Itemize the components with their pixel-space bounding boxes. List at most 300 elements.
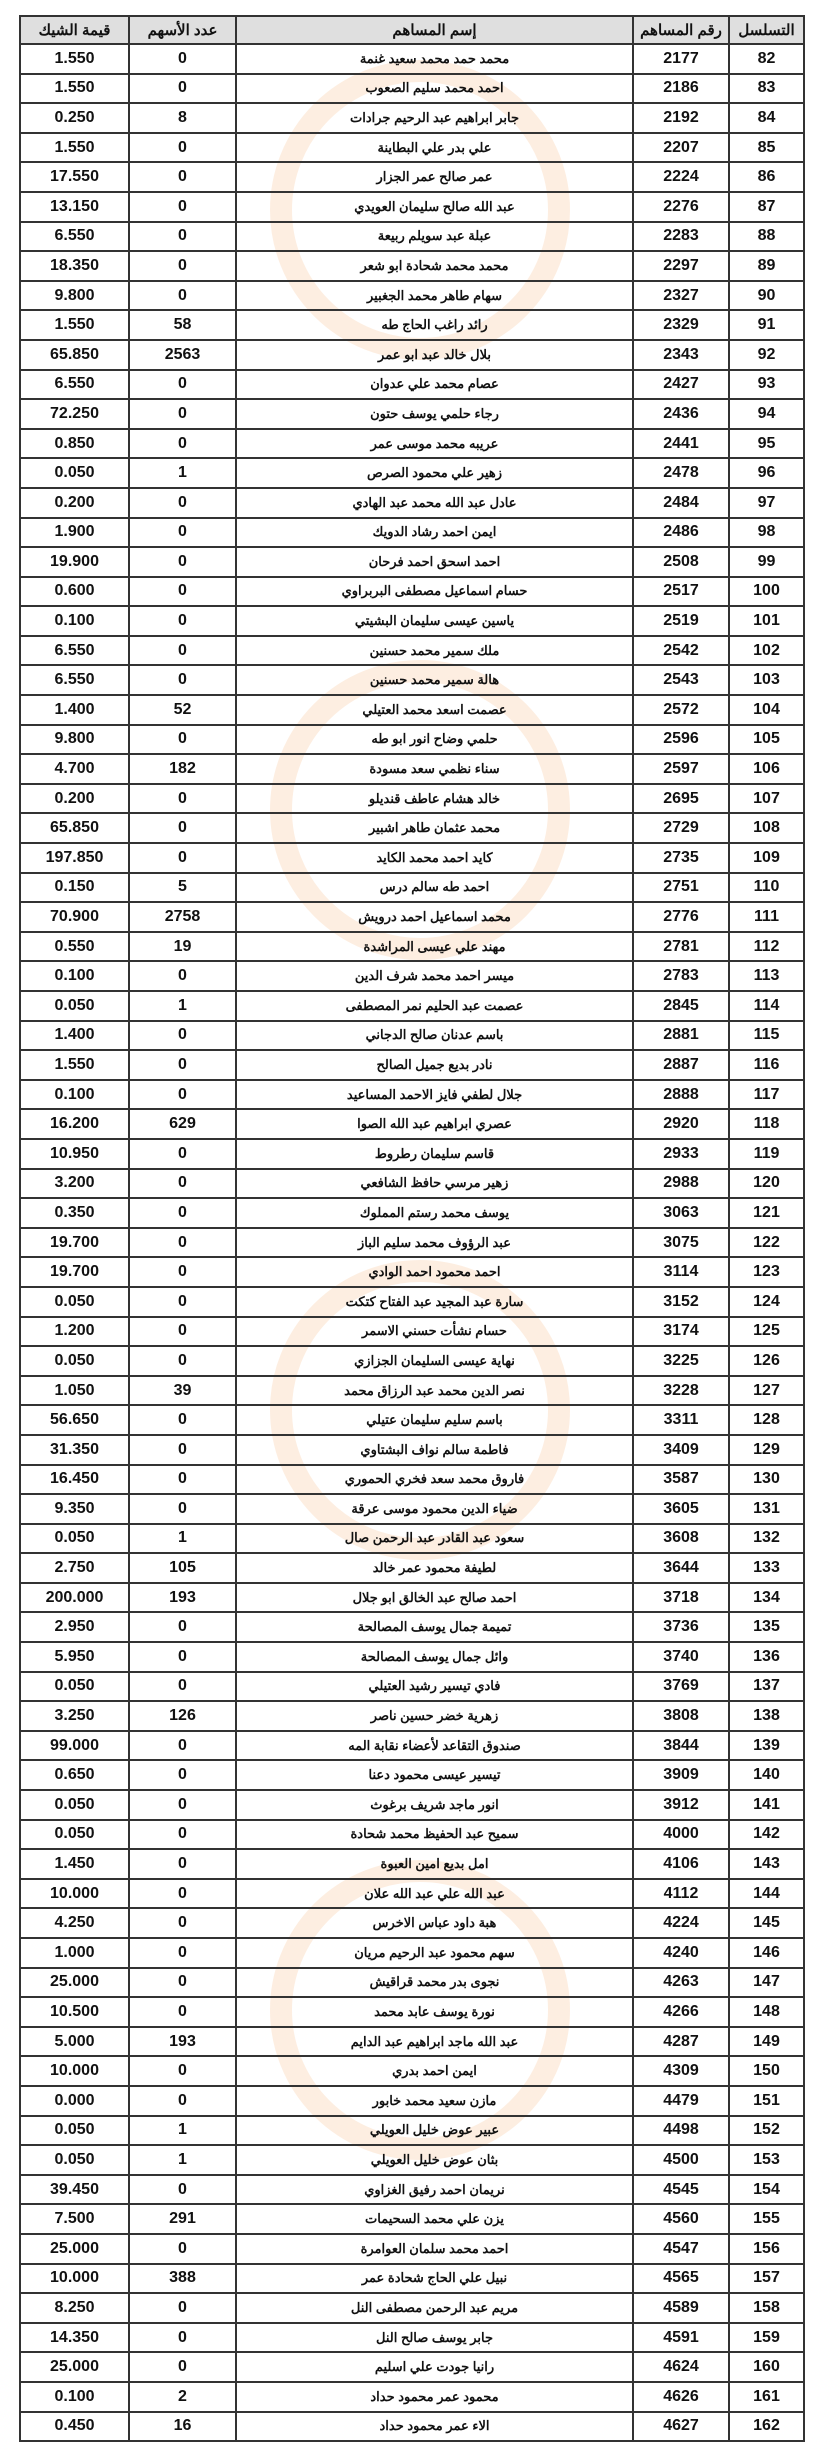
cell-check-value: 16.200 xyxy=(20,1109,129,1139)
cell-shareholder-name: ايمن احمد رشاد الدويك xyxy=(236,518,633,548)
cell-shareholder-name: محمود عمر محمود حداد xyxy=(236,2382,633,2412)
cell-shareholder-name: محمد حمد محمد سعيد غنمة xyxy=(236,44,633,74)
cell-serial: 115 xyxy=(729,1021,804,1051)
cell-shareholder-number: 4626 xyxy=(633,2382,729,2412)
cell-check-value: 16.450 xyxy=(20,1465,129,1495)
cell-share-count: 0 xyxy=(129,665,236,695)
cell-shareholder-number: 4112 xyxy=(633,1879,729,1909)
cell-shareholder-name: عبد الله علي عبد الله علان xyxy=(236,1879,633,1909)
cell-shareholder-number: 2436 xyxy=(633,399,729,429)
cell-shareholder-name: زهير علي محمود الصرص xyxy=(236,458,633,488)
cell-shareholder-name: رانيا جودت علي اسليم xyxy=(236,2352,633,2382)
cell-shareholder-name: رجاء حلمي يوسف حتون xyxy=(236,399,633,429)
cell-share-count: 0 xyxy=(129,192,236,222)
cell-shareholder-name: باسم سليم سليمان عتيلي xyxy=(236,1405,633,1435)
cell-check-value: 1.050 xyxy=(20,1376,129,1406)
cell-shareholder-number: 4565 xyxy=(633,2264,729,2294)
table-row xyxy=(20,162,804,192)
cell-serial: 159 xyxy=(729,2323,804,2353)
cell-check-value: 7.500 xyxy=(20,2204,129,2234)
cell-shareholder-number: 2695 xyxy=(633,784,729,814)
cell-shareholder-name: عريبه محمد موسى عمر xyxy=(236,429,633,459)
cell-shareholder-number: 2597 xyxy=(633,754,729,784)
cell-shareholder-number: 2729 xyxy=(633,813,729,843)
cell-serial: 106 xyxy=(729,754,804,784)
cell-shareholder-number: 2543 xyxy=(633,665,729,695)
cell-share-count: 0 xyxy=(129,2352,236,2382)
table-row xyxy=(20,813,804,843)
table-row xyxy=(20,577,804,607)
cell-share-count: 0 xyxy=(129,1938,236,1968)
cell-serial: 147 xyxy=(729,1968,804,1998)
cell-shareholder-name: سناء نظمي سعد مسودة xyxy=(236,754,633,784)
cell-check-value: 1.400 xyxy=(20,1021,129,1051)
table-row xyxy=(20,44,804,74)
cell-share-count: 0 xyxy=(129,1228,236,1258)
table-row xyxy=(20,1672,804,1702)
header-share-count: عدد الأسهم xyxy=(129,16,236,44)
cell-shareholder-name: عادل عبد الله محمد عبد الهادي xyxy=(236,488,633,518)
cell-serial: 113 xyxy=(729,961,804,991)
cell-share-count: 1 xyxy=(129,2145,236,2175)
cell-serial: 135 xyxy=(729,1612,804,1642)
cell-check-value: 4.250 xyxy=(20,1908,129,1938)
cell-shareholder-number: 3063 xyxy=(633,1198,729,1228)
cell-serial: 109 xyxy=(729,843,804,873)
cell-share-count: 0 xyxy=(129,961,236,991)
cell-shareholder-name: عمر صالح عمر الجزار xyxy=(236,162,633,192)
table-header-row xyxy=(20,16,804,44)
cell-shareholder-name: امل بديع امين العبوة xyxy=(236,1849,633,1879)
cell-share-count: 0 xyxy=(129,1169,236,1199)
cell-shareholder-name: نادر بديع جميل الصالح xyxy=(236,1050,633,1080)
cell-check-value: 10.500 xyxy=(20,1997,129,2027)
cell-check-value: 1.550 xyxy=(20,1050,129,1080)
cell-serial: 105 xyxy=(729,725,804,755)
cell-shareholder-name: حسام نشأت حسني الاسمر xyxy=(236,1317,633,1347)
cell-shareholder-name: ميسر احمد محمد شرف الدين xyxy=(236,961,633,991)
cell-share-count: 2758 xyxy=(129,902,236,932)
table-row xyxy=(20,1376,804,1406)
cell-check-value: 0.050 xyxy=(20,1524,129,1554)
table-row xyxy=(20,2086,804,2116)
cell-shareholder-number: 2441 xyxy=(633,429,729,459)
cell-share-count: 182 xyxy=(129,754,236,784)
cell-shareholder-name: سعود عبد القادر عبد الرحمن صال xyxy=(236,1524,633,1554)
cell-shareholder-number: 3844 xyxy=(633,1731,729,1761)
cell-share-count: 0 xyxy=(129,1257,236,1287)
cell-shareholder-name: نريمان احمد رفيق الغزاوي xyxy=(236,2175,633,2205)
cell-check-value: 0.250 xyxy=(20,103,129,133)
table-row xyxy=(20,2145,804,2175)
cell-share-count: 0 xyxy=(129,1908,236,1938)
cell-check-value: 14.350 xyxy=(20,2323,129,2353)
cell-shareholder-name: علي بدر علي البطاينة xyxy=(236,133,633,163)
table-row xyxy=(20,1435,804,1465)
cell-shareholder-name: حسام اسماعيل مصطفى البربراوي xyxy=(236,577,633,607)
cell-shareholder-number: 2343 xyxy=(633,340,729,370)
cell-shareholder-number: 2224 xyxy=(633,162,729,192)
cell-shareholder-name: بثان عوض خليل العويلي xyxy=(236,2145,633,2175)
cell-check-value: 25.000 xyxy=(20,1968,129,1998)
cell-share-count: 0 xyxy=(129,399,236,429)
cell-check-value: 0.850 xyxy=(20,429,129,459)
cell-serial: 144 xyxy=(729,1879,804,1909)
cell-shareholder-number: 2327 xyxy=(633,281,729,311)
cell-shareholder-number: 3152 xyxy=(633,1287,729,1317)
table-row xyxy=(20,192,804,222)
cell-shareholder-name: حلمي وضاح انور ابو طه xyxy=(236,725,633,755)
cell-share-count: 0 xyxy=(129,843,236,873)
cell-shareholder-number: 2484 xyxy=(633,488,729,518)
cell-serial: 86 xyxy=(729,162,804,192)
cell-serial: 138 xyxy=(729,1701,804,1731)
cell-shareholder-number: 3114 xyxy=(633,1257,729,1287)
cell-shareholder-number: 2881 xyxy=(633,1021,729,1051)
table-row xyxy=(20,1790,804,1820)
cell-shareholder-name: مريم عبد الرحمن مصطفى النل xyxy=(236,2293,633,2323)
cell-serial: 123 xyxy=(729,1257,804,1287)
cell-serial: 108 xyxy=(729,813,804,843)
cell-serial: 101 xyxy=(729,606,804,636)
cell-shareholder-number: 2283 xyxy=(633,222,729,252)
table-row xyxy=(20,1109,804,1139)
cell-shareholder-number: 3718 xyxy=(633,1583,729,1613)
cell-share-count: 2 xyxy=(129,2382,236,2412)
cell-serial: 110 xyxy=(729,873,804,903)
header-check-value: قيمة الشيك xyxy=(20,16,129,44)
cell-shareholder-number: 3587 xyxy=(633,1465,729,1495)
cell-shareholder-name: عصمت اسعد محمد العتيلي xyxy=(236,695,633,725)
cell-share-count: 0 xyxy=(129,1849,236,1879)
cell-shareholder-number: 3225 xyxy=(633,1346,729,1376)
cell-shareholder-name: مهند علي عيسى المراشدة xyxy=(236,932,633,962)
cell-shareholder-name: عبلة عبد سويلم ربيعة xyxy=(236,222,633,252)
cell-shareholder-name: الاء عمر محمود حداد xyxy=(236,2412,633,2442)
table-row xyxy=(20,281,804,311)
cell-check-value: 4.700 xyxy=(20,754,129,784)
cell-serial: 104 xyxy=(729,695,804,725)
cell-share-count: 0 xyxy=(129,547,236,577)
cell-shareholder-name: بلال خالد عبد ابو عمر xyxy=(236,340,633,370)
cell-share-count: 0 xyxy=(129,1465,236,1495)
cell-shareholder-name: ملك سمير محمد حسنين xyxy=(236,636,633,666)
cell-shareholder-number: 4263 xyxy=(633,1968,729,1998)
cell-shareholder-name: هالة سمير محمد حسنين xyxy=(236,665,633,695)
table-row xyxy=(20,1317,804,1347)
cell-check-value: 6.550 xyxy=(20,222,129,252)
cell-serial: 90 xyxy=(729,281,804,311)
cell-share-count: 0 xyxy=(129,488,236,518)
cell-shareholder-number: 2478 xyxy=(633,458,729,488)
table-row xyxy=(20,547,804,577)
cell-shareholder-number: 3228 xyxy=(633,1376,729,1406)
cell-shareholder-number: 4240 xyxy=(633,1938,729,1968)
cell-check-value: 9.350 xyxy=(20,1494,129,1524)
cell-shareholder-name: هبة داود عباس الاخرس xyxy=(236,1908,633,1938)
cell-share-count: 0 xyxy=(129,1494,236,1524)
cell-share-count: 0 xyxy=(129,2056,236,2086)
cell-check-value: 10.000 xyxy=(20,2264,129,2294)
cell-shareholder-name: وائل جمال يوسف المصالحة xyxy=(236,1642,633,1672)
cell-check-value: 0.550 xyxy=(20,932,129,962)
cell-serial: 118 xyxy=(729,1109,804,1139)
cell-shareholder-name: باسم عدنان صالح الدجاني xyxy=(236,1021,633,1051)
table-row xyxy=(20,310,804,340)
cell-check-value: 1.550 xyxy=(20,133,129,163)
cell-shareholder-name: نبيل علي الحاج شحادة عمر xyxy=(236,2264,633,2294)
cell-check-value: 2.750 xyxy=(20,1553,129,1583)
cell-shareholder-name: محمد محمد شحادة ابو شعر xyxy=(236,251,633,281)
cell-share-count: 0 xyxy=(129,370,236,400)
table-row xyxy=(20,1405,804,1435)
cell-check-value: 3.250 xyxy=(20,1701,129,1731)
cell-shareholder-name: رائد راغب الحاج طه xyxy=(236,310,633,340)
cell-shareholder-number: 3909 xyxy=(633,1760,729,1790)
cell-shareholder-name: مازن سعيد محمد خابور xyxy=(236,2086,633,2116)
table-row xyxy=(20,1731,804,1761)
table-row xyxy=(20,784,804,814)
cell-share-count: 0 xyxy=(129,1317,236,1347)
cell-shareholder-name: عصري ابراهيم عبد الله الصوا xyxy=(236,1109,633,1139)
cell-serial: 126 xyxy=(729,1346,804,1376)
table-row xyxy=(20,222,804,252)
cell-check-value: 0.050 xyxy=(20,458,129,488)
cell-shareholder-number: 4266 xyxy=(633,1997,729,2027)
table-row xyxy=(20,1139,804,1169)
cell-serial: 97 xyxy=(729,488,804,518)
cell-shareholder-name: يزن علي محمد السحيمات xyxy=(236,2204,633,2234)
table-row xyxy=(20,1080,804,1110)
cell-shareholder-number: 2887 xyxy=(633,1050,729,1080)
cell-serial: 142 xyxy=(729,1820,804,1850)
table-row xyxy=(20,340,804,370)
cell-share-count: 0 xyxy=(129,606,236,636)
cell-share-count: 0 xyxy=(129,1405,236,1435)
cell-check-value: 10.000 xyxy=(20,1879,129,1909)
cell-shareholder-name: زهرية خضر حسين ناصر xyxy=(236,1701,633,1731)
cell-shareholder-number: 4106 xyxy=(633,1849,729,1879)
table-row xyxy=(20,1169,804,1199)
cell-shareholder-number: 4224 xyxy=(633,1908,729,1938)
cell-shareholder-name: نورة يوسف عابد محمد xyxy=(236,1997,633,2027)
cell-share-count: 0 xyxy=(129,2175,236,2205)
cell-serial: 128 xyxy=(729,1405,804,1435)
cell-shareholder-name: عبد الرؤوف محمد سليم الباز xyxy=(236,1228,633,1258)
cell-check-value: 0.000 xyxy=(20,2086,129,2116)
cell-shareholder-name: صندوق التقاعد لأعضاء نقابة المه xyxy=(236,1731,633,1761)
cell-check-value: 39.450 xyxy=(20,2175,129,2205)
header-shareholder-name: إسم المساهم xyxy=(236,16,633,44)
cell-check-value: 0.100 xyxy=(20,1080,129,1110)
cell-serial: 132 xyxy=(729,1524,804,1554)
cell-share-count: 39 xyxy=(129,1376,236,1406)
cell-check-value: 10.000 xyxy=(20,2056,129,2086)
cell-serial: 102 xyxy=(729,636,804,666)
table-row xyxy=(20,2116,804,2146)
cell-serial: 92 xyxy=(729,340,804,370)
cell-shareholder-number: 4287 xyxy=(633,2027,729,2057)
cell-share-count: 0 xyxy=(129,1997,236,2027)
table-row xyxy=(20,1997,804,2027)
cell-share-count: 0 xyxy=(129,1612,236,1642)
cell-shareholder-number: 3608 xyxy=(633,1524,729,1554)
cell-serial: 103 xyxy=(729,665,804,695)
cell-serial: 155 xyxy=(729,2204,804,2234)
cell-check-value: 6.550 xyxy=(20,370,129,400)
cell-check-value: 197.850 xyxy=(20,843,129,873)
cell-shareholder-name: نصر الدين محمد عبد الرزاق محمد xyxy=(236,1376,633,1406)
cell-share-count: 1 xyxy=(129,1524,236,1554)
table-row xyxy=(20,1287,804,1317)
table-row xyxy=(20,1494,804,1524)
cell-share-count: 105 xyxy=(129,1553,236,1583)
cell-shareholder-number: 2783 xyxy=(633,961,729,991)
cell-shareholder-name: جابر ابراهيم عبد الرحيم جرادات xyxy=(236,103,633,133)
cell-share-count: 0 xyxy=(129,1435,236,1465)
cell-serial: 139 xyxy=(729,1731,804,1761)
table-row xyxy=(20,2412,804,2442)
cell-check-value: 25.000 xyxy=(20,2352,129,2382)
cell-share-count: 1 xyxy=(129,458,236,488)
cell-share-count: 0 xyxy=(129,1287,236,1317)
cell-check-value: 0.050 xyxy=(20,1820,129,1850)
table-row xyxy=(20,133,804,163)
cell-shareholder-number: 2572 xyxy=(633,695,729,725)
cell-serial: 161 xyxy=(729,2382,804,2412)
cell-share-count: 291 xyxy=(129,2204,236,2234)
cell-shareholder-name: احمد اسحق احمد فرحان xyxy=(236,547,633,577)
cell-serial: 117 xyxy=(729,1080,804,1110)
cell-shareholder-number: 3740 xyxy=(633,1642,729,1672)
cell-share-count: 19 xyxy=(129,932,236,962)
cell-check-value: 17.550 xyxy=(20,162,129,192)
cell-share-count: 0 xyxy=(129,133,236,163)
cell-check-value: 0.100 xyxy=(20,2382,129,2412)
cell-serial: 85 xyxy=(729,133,804,163)
table-row xyxy=(20,429,804,459)
cell-check-value: 1.000 xyxy=(20,1938,129,1968)
cell-share-count: 193 xyxy=(129,1583,236,1613)
cell-share-count: 0 xyxy=(129,44,236,74)
cell-serial: 134 xyxy=(729,1583,804,1613)
cell-serial: 140 xyxy=(729,1760,804,1790)
cell-check-value: 0.050 xyxy=(20,1346,129,1376)
table-row xyxy=(20,1760,804,1790)
cell-serial: 107 xyxy=(729,784,804,814)
cell-shareholder-number: 2207 xyxy=(633,133,729,163)
table-row xyxy=(20,2352,804,2382)
cell-shareholder-number: 2186 xyxy=(633,74,729,104)
cell-share-count: 0 xyxy=(129,1198,236,1228)
cell-shareholder-name: نجوى بدر محمد قراقيش xyxy=(236,1968,633,1998)
cell-check-value: 19.700 xyxy=(20,1228,129,1258)
cell-shareholder-number: 3736 xyxy=(633,1612,729,1642)
cell-check-value: 1.900 xyxy=(20,518,129,548)
cell-shareholder-number: 2845 xyxy=(633,991,729,1021)
table-row xyxy=(20,488,804,518)
cell-shareholder-number: 4560 xyxy=(633,2204,729,2234)
cell-shareholder-number: 4000 xyxy=(633,1820,729,1850)
header-serial: التسلسل xyxy=(729,16,804,44)
cell-check-value: 6.550 xyxy=(20,665,129,695)
cell-check-value: 9.800 xyxy=(20,281,129,311)
cell-shareholder-number: 2329 xyxy=(633,310,729,340)
table-row xyxy=(20,1968,804,1998)
cell-shareholder-number: 4591 xyxy=(633,2323,729,2353)
cell-check-value: 65.850 xyxy=(20,813,129,843)
cell-check-value: 0.600 xyxy=(20,577,129,607)
table-row xyxy=(20,1346,804,1376)
cell-share-count: 0 xyxy=(129,1139,236,1169)
cell-share-count: 0 xyxy=(129,74,236,104)
cell-check-value: 19.700 xyxy=(20,1257,129,1287)
cell-check-value: 0.050 xyxy=(20,1287,129,1317)
cell-serial: 99 xyxy=(729,547,804,577)
cell-shareholder-number: 3769 xyxy=(633,1672,729,1702)
table-row xyxy=(20,991,804,1021)
cell-serial: 153 xyxy=(729,2145,804,2175)
table-row xyxy=(20,2175,804,2205)
cell-check-value: 0.050 xyxy=(20,1790,129,1820)
cell-serial: 87 xyxy=(729,192,804,222)
cell-check-value: 13.150 xyxy=(20,192,129,222)
cell-shareholder-name: فاروق محمد سعد فخري الحموري xyxy=(236,1465,633,1495)
cell-check-value: 2.950 xyxy=(20,1612,129,1642)
cell-check-value: 65.850 xyxy=(20,340,129,370)
cell-check-value: 31.350 xyxy=(20,1435,129,1465)
table-row xyxy=(20,961,804,991)
cell-shareholder-name: عصام محمد علي عدوان xyxy=(236,370,633,400)
cell-shareholder-number: 2776 xyxy=(633,902,729,932)
cell-shareholder-name: احمد محمد سليم الصعوب xyxy=(236,74,633,104)
cell-share-count: 58 xyxy=(129,310,236,340)
cell-serial: 116 xyxy=(729,1050,804,1080)
cell-shareholder-name: عصمت عبد الحليم نمر المصطفى xyxy=(236,991,633,1021)
cell-serial: 156 xyxy=(729,2234,804,2264)
cell-share-count: 2563 xyxy=(129,340,236,370)
cell-serial: 88 xyxy=(729,222,804,252)
cell-serial: 83 xyxy=(729,74,804,104)
table-row xyxy=(20,1820,804,1850)
cell-share-count: 0 xyxy=(129,577,236,607)
cell-check-value: 0.050 xyxy=(20,991,129,1021)
table-row xyxy=(20,370,804,400)
cell-shareholder-number: 3075 xyxy=(633,1228,729,1258)
cell-serial: 127 xyxy=(729,1376,804,1406)
cell-shareholder-name: سهم محمود عبد الرحيم مريان xyxy=(236,1938,633,1968)
cell-check-value: 9.800 xyxy=(20,725,129,755)
cell-check-value: 5.950 xyxy=(20,1642,129,1672)
table-row xyxy=(20,251,804,281)
cell-share-count: 0 xyxy=(129,1672,236,1702)
cell-shareholder-name: سميح عبد الحفيظ محمد شحادة xyxy=(236,1820,633,1850)
cell-serial: 148 xyxy=(729,1997,804,2027)
cell-serial: 129 xyxy=(729,1435,804,1465)
cell-check-value: 0.050 xyxy=(20,2145,129,2175)
cell-shareholder-number: 3808 xyxy=(633,1701,729,1731)
cell-shareholder-number: 4589 xyxy=(633,2293,729,2323)
table-row xyxy=(20,103,804,133)
cell-serial: 162 xyxy=(729,2412,804,2442)
cell-shareholder-number: 2276 xyxy=(633,192,729,222)
table-row xyxy=(20,725,804,755)
cell-share-count: 0 xyxy=(129,1760,236,1790)
table-row xyxy=(20,74,804,104)
cell-shareholder-name: خالد هشام عاطف قنديلو xyxy=(236,784,633,814)
cell-share-count: 0 xyxy=(129,429,236,459)
table-row xyxy=(20,458,804,488)
